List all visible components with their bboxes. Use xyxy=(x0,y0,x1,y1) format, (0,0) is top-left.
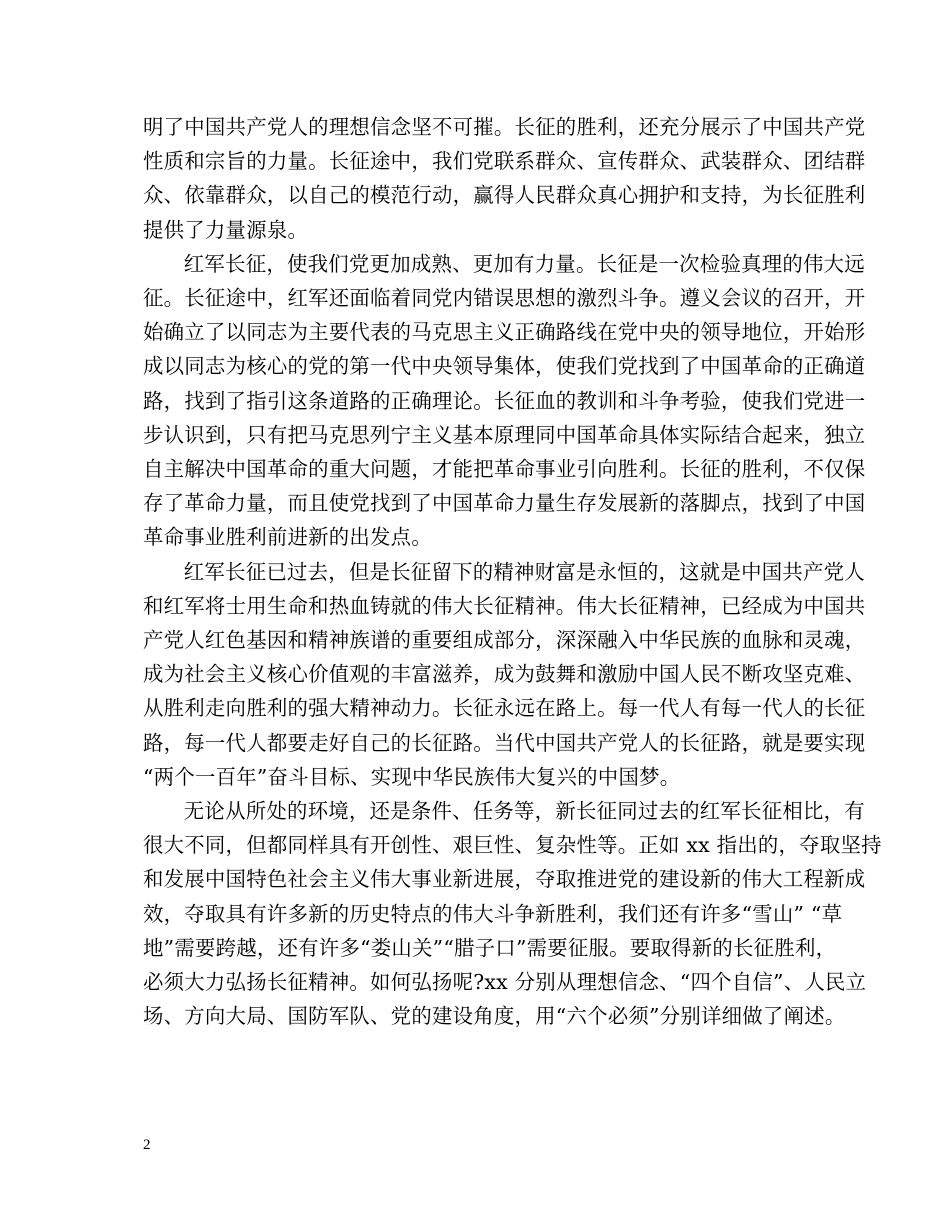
paragraph-line: 效，夺取具有许多新的历史特点的伟大斗争新胜利，我们还有许多“雪山” “草 xyxy=(143,901,843,926)
paragraph xyxy=(143,794,882,1033)
paragraph xyxy=(143,247,866,555)
page-number: 2 xyxy=(143,1137,151,1153)
paragraph-line: 和红军将士用生命和热血铸就的伟大长征精神。伟大长征精神，已经成为中国共 xyxy=(143,593,866,618)
paragraph-line: 红军长征，使我们党更加成熟、更加有力量。长征是一次检验真理的伟大远 xyxy=(183,251,865,276)
paragraph-line: 很大不同，但都同样具有开创性、艰巨性、复杂性等。正如 xx 指出的，夺取坚持 xyxy=(143,833,882,858)
paragraph-line: 红军长征已过去，但是长征留下的精神财富是永恒的，这就是中国共产党人 xyxy=(183,559,865,584)
paragraph-line: 步认识到，只有把马克思列宁主义基本原理同中国革命具体实际结合起来，独立 xyxy=(143,422,866,447)
paragraph-line: 路，每一代人都要走好自己的长征路。当代中国共产党人的长征路，就是要实现 xyxy=(143,730,866,755)
document-body xyxy=(143,110,882,1033)
paragraph-line: 自主解决中国革命的重大问题，才能把革命事业引向胜利。长征的胜利，不仅保 xyxy=(143,457,866,482)
paragraph-line: 从胜利走向胜利的强大精神动力。长征永远在路上。每一代人有每一代人的长征 xyxy=(143,696,866,721)
paragraph-line: 存了革命力量，而且使党找到了中国革命力量生存发展新的落脚点，找到了中国 xyxy=(143,491,866,516)
paragraph-line: 路，找到了指引这条道路的正确理论。长征血的教训和斗争考验，使我们党进一 xyxy=(143,388,866,413)
paragraph-line: 明了中国共产党人的理想信念坚不可摧。长征的胜利，还充分展示了中国共产党 xyxy=(143,115,866,139)
paragraph xyxy=(143,555,866,794)
paragraph-line: 始确立了以同志为主要代表的马克思主义正确路线在党中央的领导地位，开始形 xyxy=(143,320,866,345)
paragraph-line: 提供了力量源泉。 xyxy=(143,217,309,242)
paragraph-line: 场、方向大局、国防军队、党的建设角度，用“六个必须”分别详细做了阐述。 xyxy=(143,1004,846,1029)
paragraph-line: 产党人红色基因和精神族谱的重要组成部分，深深融入中华民族的血脉和灵魂， xyxy=(143,628,866,653)
paragraph xyxy=(143,110,866,247)
paragraph-line: 征。长征途中，红军还面临着同党内错误思想的激烈斗争。遵义会议的召开，开 xyxy=(143,286,866,311)
paragraph-line: 革命事业胜利前进新的出发点。 xyxy=(143,525,432,550)
paragraph-line: 和发展中国特色社会主义伟大事业新进展，夺取推进党的建设新的伟大工程新成 xyxy=(143,867,866,892)
paragraph-line: “两个一百年”奋斗目标、实现中华民族伟大复兴的中国梦。 xyxy=(143,764,681,789)
paragraph-line: 地”需要跨越，还有许多“娄山关”“腊子口”需要征服。要取得新的长征胜利， xyxy=(143,935,837,960)
paragraph-line: 众、依靠群众，以自己的模范行动，赢得人民群众真心拥护和支持，为长征胜利 xyxy=(143,183,866,208)
paragraph-line: 无论从所处的环境，还是条件、任务等，新长征同过去的红军长征相比，有 xyxy=(183,799,865,824)
paragraph-line: 性质和宗旨的力量。长征途中，我们党联系群众、宣传群众、武装群众、团结群 xyxy=(143,149,866,174)
paragraph-line: 成以同志为核心的党的第一代中央领导集体，使我们党找到了中国革命的正确道 xyxy=(143,354,866,379)
paragraph-line: 必须大力弘扬长征精神。如何弘扬呢?xx 分别从理想信念、“四个自信”、人民立 xyxy=(143,970,867,995)
paragraph-line: 成为社会主义核心价值观的丰富滋养，成为鼓舞和激励中国人民不断攻坚克难、 xyxy=(143,662,866,687)
